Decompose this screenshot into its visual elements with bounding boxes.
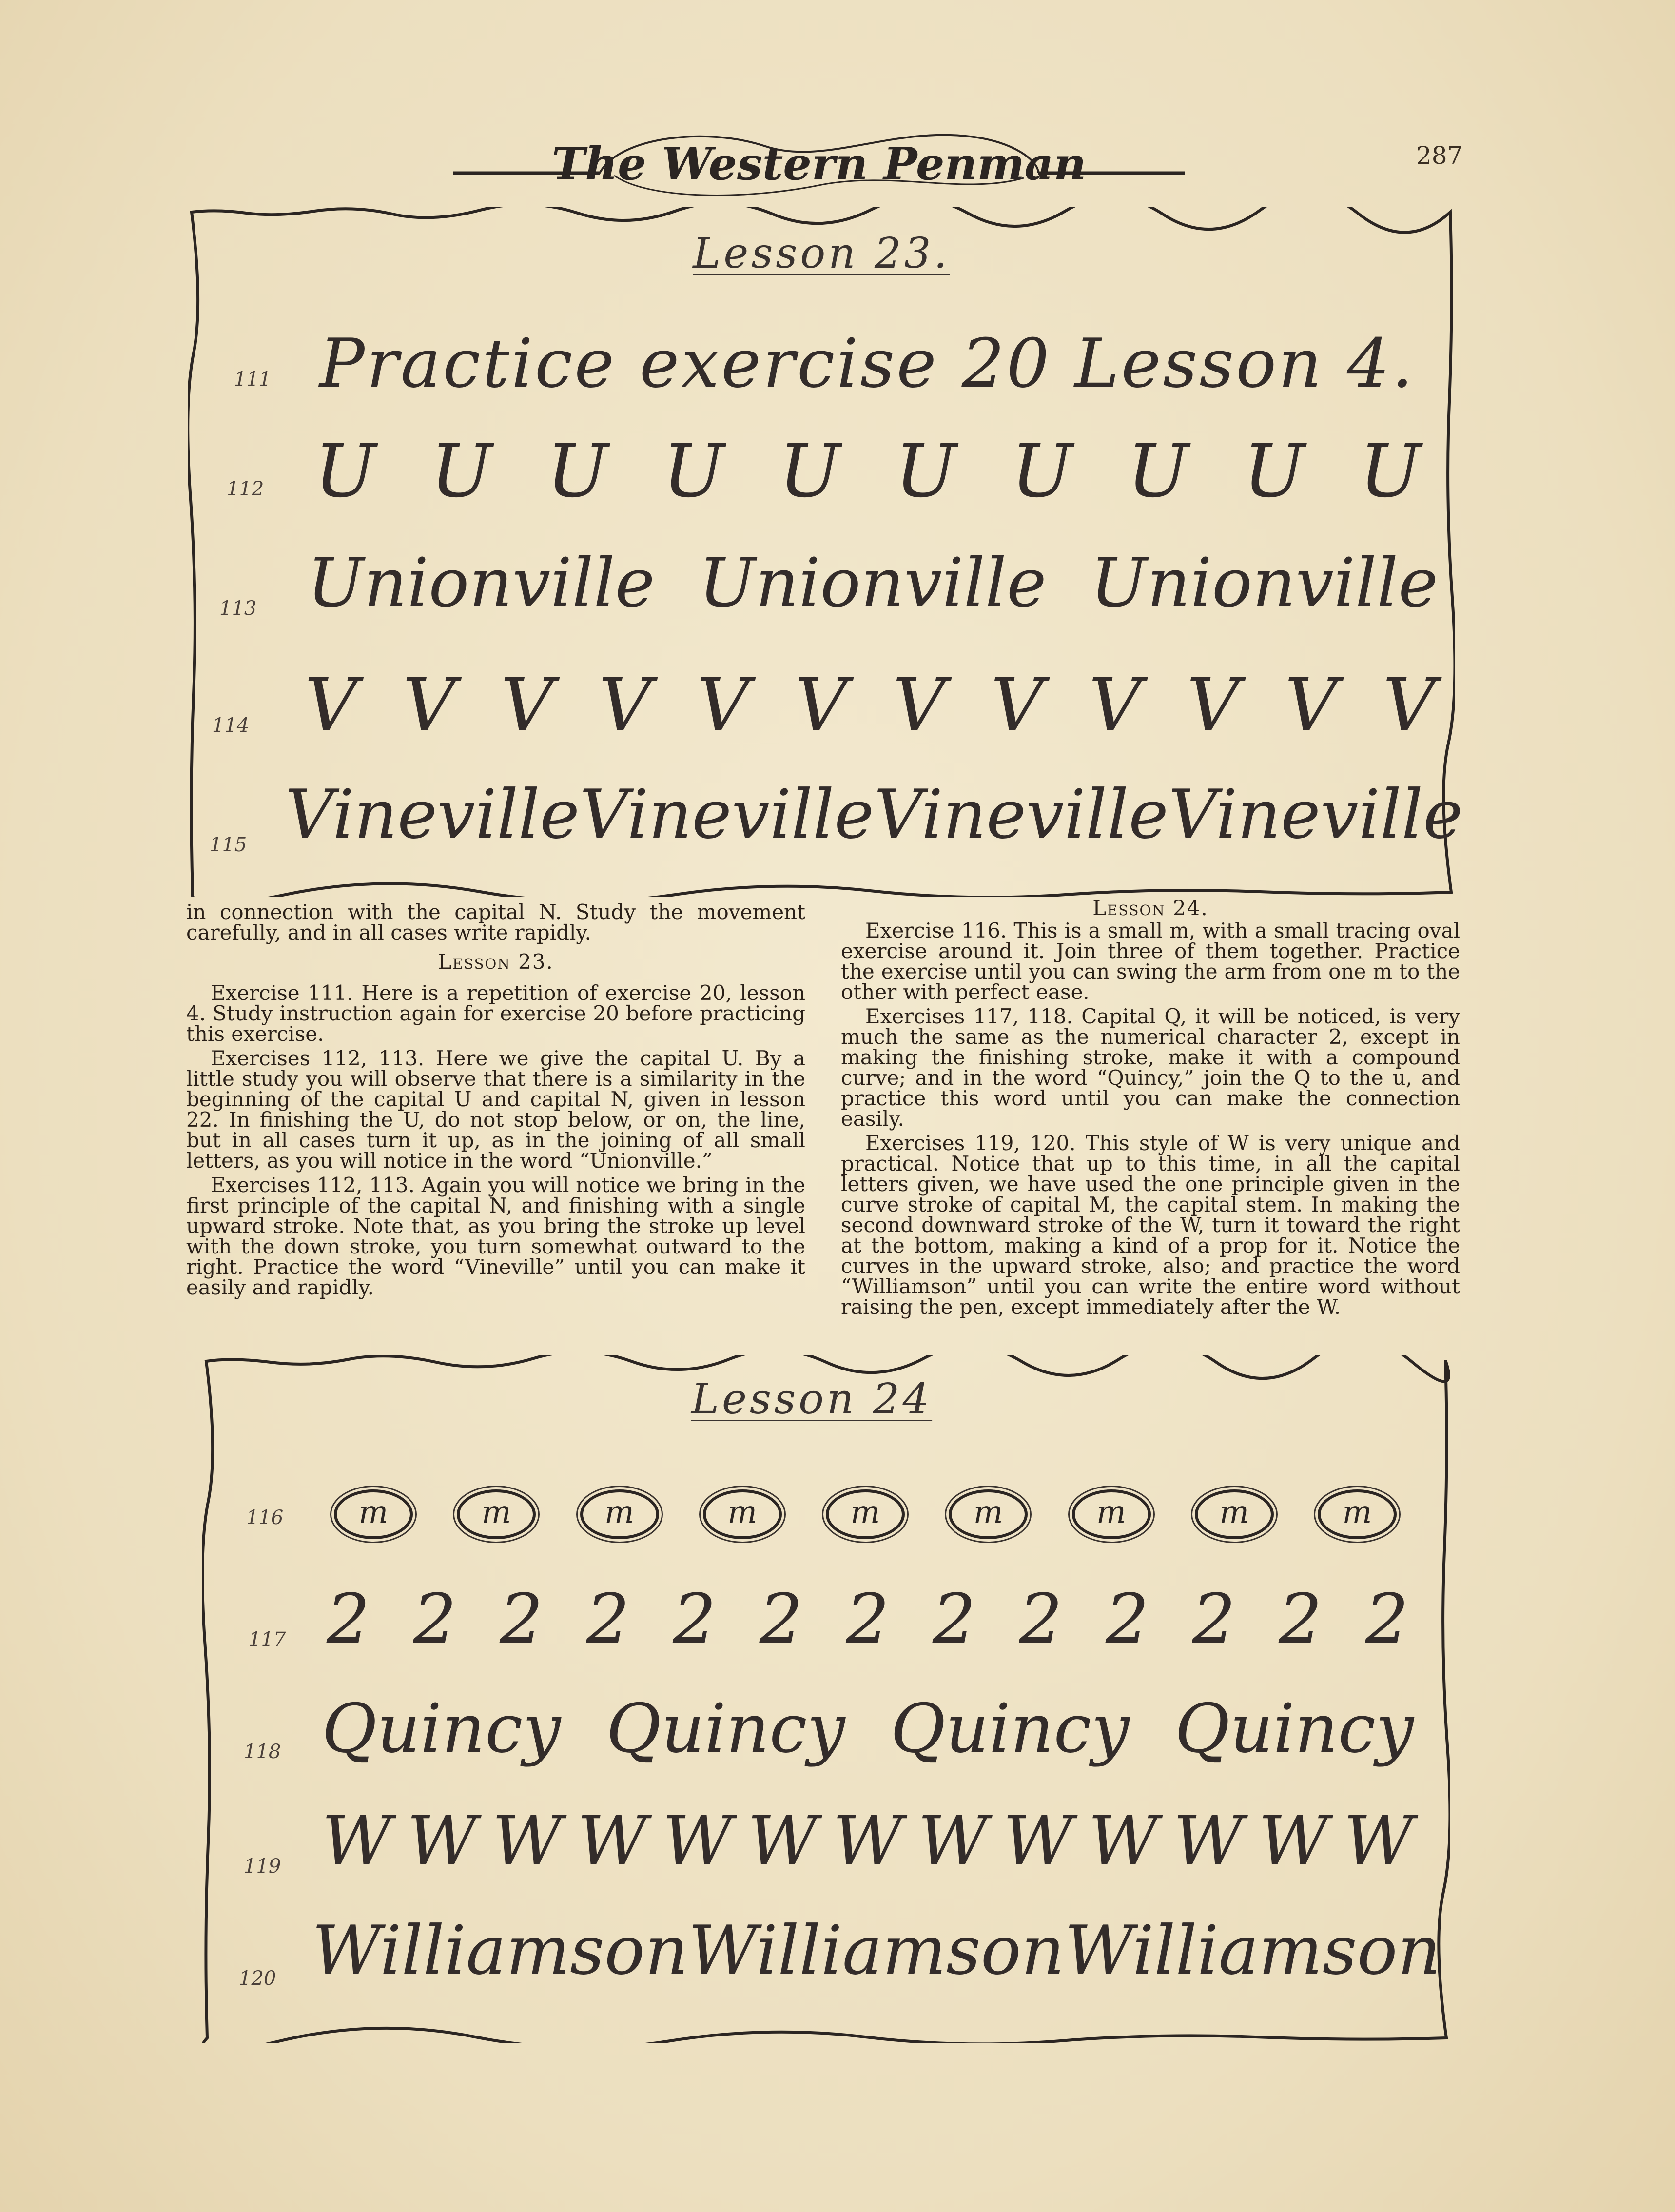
script-letter: U: [779, 429, 841, 514]
script-letter: W: [577, 1801, 647, 1881]
script-figure: 2: [932, 1580, 976, 1659]
script-letter: V: [501, 663, 554, 748]
exercise-112-letters: [314, 429, 1421, 514]
script-figure: 2: [673, 1580, 717, 1659]
tracing-oval-m: m: [703, 1489, 782, 1539]
tracing-oval-m: m: [1195, 1489, 1274, 1539]
script-word: Unionville: [1090, 544, 1438, 622]
exercise-119-letters: [322, 1801, 1414, 1881]
script-letter: V: [305, 663, 358, 748]
script-letter: W: [917, 1801, 988, 1881]
continuation-paragraph: in connection with the capital N. Study the movement carefully, and in all cases write rapidly.: [186, 900, 805, 944]
script-word: Vineville: [579, 775, 874, 854]
tracing-oval-m: m: [949, 1489, 1028, 1539]
script-letter: V: [1187, 663, 1240, 748]
script-figure: 2: [759, 1580, 803, 1659]
exercise-118-words: [322, 1689, 1414, 1768]
script-letter: V: [599, 663, 652, 748]
lesson-24-exercise-box: [202, 1355, 1450, 2043]
script-letter: V: [795, 663, 848, 748]
script-word: Quincy: [606, 1689, 845, 1768]
tracing-oval-m: m: [580, 1489, 659, 1539]
script-word: Unionville: [699, 544, 1047, 622]
exercise-116-ovals: [334, 1489, 1397, 1539]
tracing-oval-m: m: [457, 1489, 536, 1539]
script-letter: W: [322, 1801, 392, 1881]
script-word: Unionville: [307, 544, 655, 622]
paragraph: Exercise 111. Here is a repetition of exercise 20, lesson 4. Study instruction again for exercise 20 before practicing this exercise.: [186, 981, 805, 1046]
exercise-117-figures: [327, 1580, 1409, 1659]
paragraph: Exercises 112, 113. Here we give the capital U. By a little study you will observe that there is a similarity in the beginning of the capital U and capital N, given in lesson 22. In finishing the U, do not stop below, or on, the line, but in all cases turn it up, as in the joining of all small letters, as you will notice in the word “Unionville.”: [186, 1046, 805, 1173]
lesson-23-exercise-box: [188, 207, 1463, 897]
script-figure: 2: [1279, 1580, 1323, 1659]
script-figure: 2: [586, 1580, 630, 1659]
script-word: Vineville: [874, 775, 1169, 854]
script-figure: 2: [1019, 1580, 1063, 1659]
paragraph: Exercises 119, 120. This style of W is very unique and practical. Notice that up to this time, in all the capital letters given, we have used the one principle given in the curve stroke of capital M, the capital stem. In making the second downward stroke of the W, turn it toward the right at the bottom, making a kind of a prop for it. Notice the curves in the upward stroke, also; and practice the word “Williamson” until you can write the entire word without raising the pen, except immediately after the W.: [841, 1131, 1460, 1319]
script-letter: U: [662, 429, 724, 514]
script-letter: W: [492, 1801, 563, 1881]
script-word: Williamson: [688, 1911, 1065, 1990]
script-letter: V: [697, 663, 750, 748]
left-text-column: [186, 902, 805, 1302]
exercise-number: 112: [227, 478, 264, 500]
exercise-number: 118: [244, 1741, 281, 1763]
exercise-115-words: [285, 775, 1463, 854]
exercise-number: 116: [246, 1507, 284, 1529]
script-letter: U: [314, 429, 376, 514]
lesson-24-heading: Lesson 24.: [1092, 896, 1208, 920]
script-letter: W: [833, 1801, 903, 1881]
script-word: Quincy: [1174, 1689, 1414, 1768]
lesson-23-title: Lesson 23.: [693, 229, 950, 278]
exercise-111-script: Practice exercise 20 Lesson 4.: [319, 324, 1415, 403]
script-letter: W: [1344, 1801, 1414, 1881]
script-letter: W: [747, 1801, 818, 1881]
script-letter: U: [1011, 429, 1073, 514]
script-letter: V: [1089, 663, 1142, 748]
exercise-114-letters: [305, 663, 1436, 748]
script-word: Quincy: [322, 1689, 561, 1768]
script-letter: W: [1003, 1801, 1073, 1881]
tracing-oval-m: m: [334, 1489, 413, 1539]
tracing-oval-m: m: [1318, 1489, 1397, 1539]
script-figure: 2: [1106, 1580, 1149, 1659]
script-letter: W: [1258, 1801, 1329, 1881]
script-figure: 2: [846, 1580, 890, 1659]
exercise-number: 115: [210, 834, 247, 856]
masthead-title: The Western Penman: [551, 137, 1087, 190]
tracing-oval-m: m: [826, 1489, 905, 1539]
script-letter: W: [1173, 1801, 1244, 1881]
paragraph: Exercises 112, 113. Again you will notice we bring in the first principle of the capital N, and finishing with a single upward stroke. Note that, as you bring the stroke up level with the down stroke, you turn somewhat outward to the right. Practice the word “Vineville” until you can make it easily and rapidly.: [186, 1173, 805, 1299]
exercise-number: 117: [249, 1628, 286, 1651]
exercise-number: 119: [244, 1855, 281, 1878]
lesson-24-title: Lesson 24: [691, 1375, 933, 1424]
script-word: Williamson: [1064, 1911, 1441, 1990]
script-word: Williamson: [312, 1911, 688, 1990]
script-letter: V: [991, 663, 1044, 748]
exercise-number: 114: [212, 714, 250, 737]
script-figure: 2: [413, 1580, 457, 1659]
script-figure: 2: [1365, 1580, 1409, 1659]
script-figure: 2: [1192, 1580, 1236, 1659]
exercise-113-words: [307, 544, 1438, 622]
exercise-120-words: [312, 1911, 1441, 1990]
script-letter: V: [1285, 663, 1338, 748]
lesson-23-heading: Lesson 23.: [438, 950, 554, 974]
paragraph: Exercises 117, 118. Capital Q, it will be noticed, is very much the same as the numerical character 2, except in making the finishing stroke, make it with a compound curve; and in the word “Quincy,” join the Q to the u, and practice this word until you can make the connection easily.: [841, 1004, 1460, 1131]
script-letter: U: [1127, 429, 1189, 514]
exercise-number: 120: [239, 1967, 276, 1990]
script-figure: 2: [500, 1580, 544, 1659]
script-letter: W: [407, 1801, 477, 1881]
page-number: 287: [1416, 141, 1463, 170]
tracing-oval-m: m: [1072, 1489, 1151, 1539]
script-letter: W: [1088, 1801, 1158, 1881]
script-letter: W: [662, 1801, 733, 1881]
script-letter: V: [1383, 663, 1436, 748]
script-letter: U: [1359, 429, 1421, 514]
script-word: Quincy: [890, 1689, 1130, 1768]
script-letter: V: [893, 663, 946, 748]
script-figure: 2: [327, 1580, 370, 1659]
right-text-column: [841, 892, 1460, 1321]
exercise-number: 113: [219, 597, 257, 620]
masthead-logo: [453, 117, 1185, 205]
paragraph: Exercise 116. This is a small m, with a small tracing oval exercise around it. Join three of them together. Practice the exercise until you can swing the arm from one m to the other with perfect ease.: [841, 919, 1460, 1004]
script-letter: U: [430, 429, 492, 514]
script-letter: U: [546, 429, 608, 514]
script-letter: V: [403, 663, 456, 748]
script-word: Vineville: [1168, 775, 1463, 854]
exercise-number: 111: [234, 368, 272, 391]
script-letter: U: [1243, 429, 1305, 514]
script-letter: U: [895, 429, 957, 514]
script-word: Vineville: [285, 775, 580, 854]
